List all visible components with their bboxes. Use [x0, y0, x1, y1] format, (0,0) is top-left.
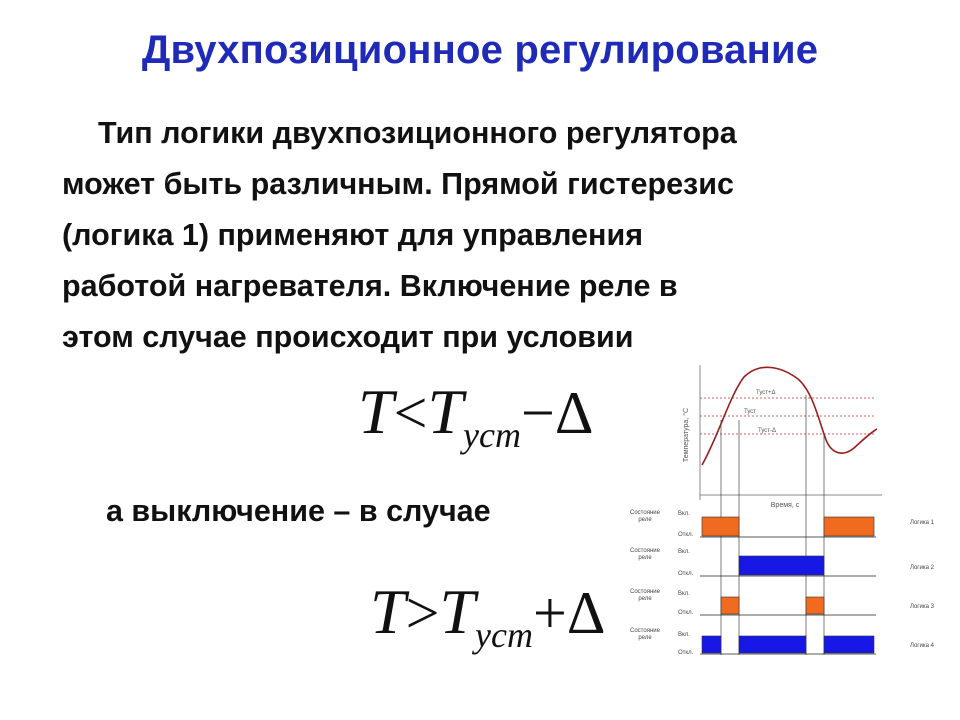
row3-pulse-2 [806, 597, 824, 614]
relay-row-1 [630, 510, 935, 538]
row2-state-label-1: Состояние [630, 548, 660, 554]
x-axis-label: Время, с [770, 502, 800, 509]
row4-on-label: Вкл. [678, 632, 690, 638]
row2-pulse-1 [739, 556, 824, 575]
row4-logic-label: Логика 4 [910, 643, 934, 649]
paragraph-line-5: этом случае происходит при условии [62, 320, 634, 354]
row1-off-label: Откл. [678, 532, 694, 538]
row2-off-label: Откл. [678, 571, 694, 577]
formula-on-var2: T [427, 376, 464, 447]
switch-off-text: а выключение – в случае [106, 494, 491, 528]
paragraph-line-4: работой нагревателя. Включение реле в [62, 269, 678, 303]
y-axis-label: Температура, °С [683, 407, 690, 463]
row3-pulse-1 [721, 597, 739, 614]
body-paragraph [62, 108, 902, 363]
paragraph-line-2: может быть различным. Прямой гистерезис [62, 167, 734, 201]
formula-on-delta: Δ [554, 380, 594, 446]
row2-logic-label: Логика 2 [910, 565, 934, 571]
row3-off-label: Откл. [678, 610, 694, 616]
row1-pulse-2 [824, 517, 874, 536]
row4-off-label: Откл. [678, 650, 694, 656]
row1-on-label: Вкл. [678, 511, 690, 517]
formula-switch-on [358, 375, 594, 455]
hysteresis-diagram [620, 355, 950, 660]
formula-off-sub: уст [475, 615, 533, 655]
row2-on-label: Вкл. [678, 549, 690, 555]
row3-on-label: Вкл. [678, 591, 690, 597]
row4-state-label-2: реле [638, 635, 652, 641]
slide-title: Двухпозиционное регулирование [141, 28, 819, 72]
formula-off-op: > [405, 580, 440, 646]
formula-off-plus: + [533, 580, 567, 646]
formula-off-var2: T [439, 576, 476, 647]
formula-switch-off [370, 575, 606, 655]
relay-row-4 [630, 628, 935, 656]
level-lower-label: Туст-Δ [758, 428, 777, 434]
formula-off-var: T [370, 576, 406, 647]
level-upper-label: Туст+Δ [756, 390, 776, 396]
row3-state-label-2: реле [638, 596, 652, 602]
row4-pulse-3 [824, 636, 874, 653]
row4-pulse-1 [702, 636, 721, 653]
row1-state-label-1: Состояние [630, 510, 660, 516]
row2-state-label-2: реле [638, 555, 652, 561]
row1-pulse-1 [702, 517, 739, 536]
relay-row-3 [630, 589, 935, 616]
formula-on-sub: уст [463, 415, 521, 455]
paragraph-line-3: (логика 1) применяют для управления [62, 218, 643, 252]
relay-row-2 [630, 548, 935, 577]
row1-logic-label: Логика 1 [910, 520, 934, 526]
row4-state-label-1: Состояние [630, 628, 660, 634]
row4-pulse-2 [739, 636, 806, 653]
formula-on-minus: − [521, 380, 555, 446]
row3-logic-label: Логика 3 [910, 604, 934, 610]
formula-on-var: T [358, 376, 394, 447]
formula-on-op: < [393, 380, 428, 446]
row1-state-label-2: реле [638, 517, 652, 523]
level-mid-label: Туст [744, 409, 757, 415]
paragraph-line-1: Тип логики двухпозиционного регулятора [98, 116, 737, 150]
formula-off-delta: Δ [566, 580, 606, 646]
row3-state-label-1: Состояние [630, 589, 660, 595]
